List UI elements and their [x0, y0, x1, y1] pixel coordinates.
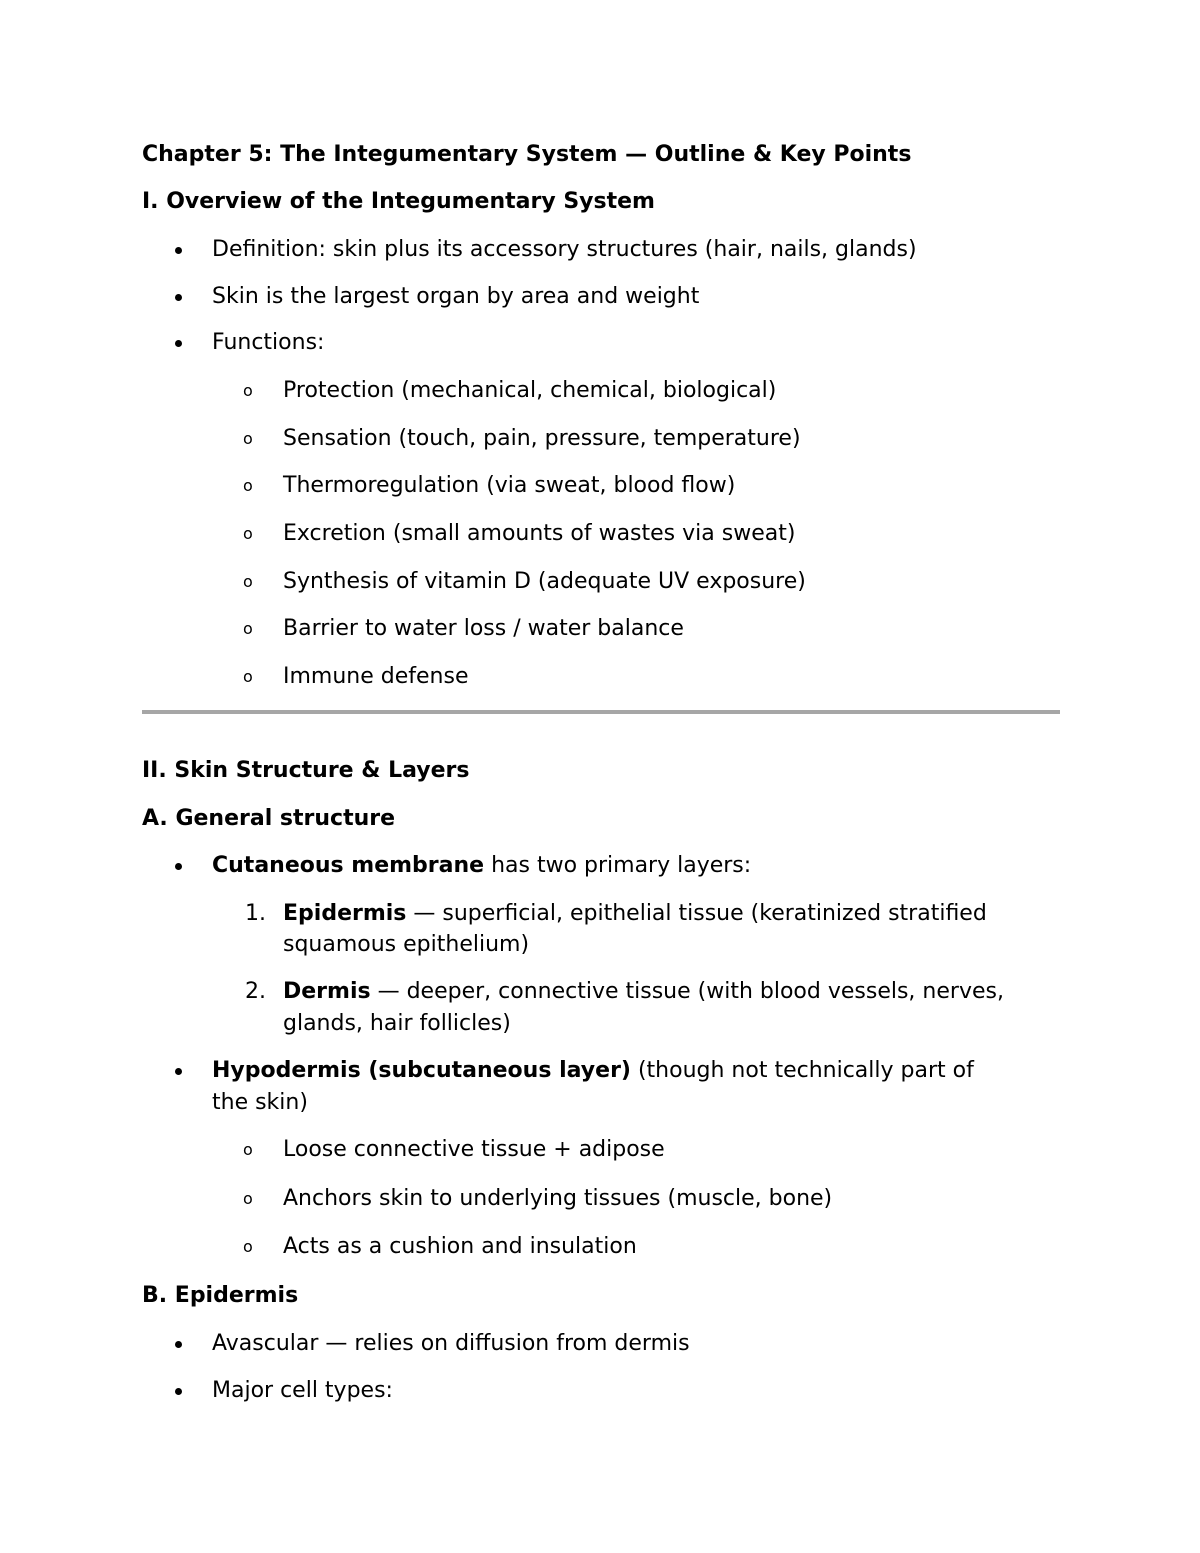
bullet-icon: [175, 1068, 182, 1075]
circle-bullet-icon: o: [243, 524, 253, 543]
numbered-item-continuation: squamous epithelium): [283, 932, 530, 957]
bullet-icon: [175, 863, 182, 870]
section-2-heading: II. Skin Structure & Layers: [142, 758, 470, 783]
list-item: Definition: skin plus its accessory structures (hair, nails, glands): [212, 234, 917, 266]
list-item: Major cell types:: [212, 1375, 393, 1407]
circle-bullet-icon: o: [243, 1237, 253, 1256]
numbered-item: 1. Epidermis — superficial, epithelial tissue (keratinized stratified: [245, 901, 987, 926]
list-item: Avascular — relies on diffusion from dermis: [212, 1328, 690, 1360]
document-title: Chapter 5: The Integumentary System — Outline & Key Points: [142, 142, 912, 167]
list-item: Cutaneous membrane has two primary layers:: [212, 850, 751, 882]
bullet-icon: [175, 247, 182, 254]
circle-bullet-icon: o: [243, 1189, 253, 1208]
circle-bullet-icon: o: [243, 429, 253, 448]
function-item: o Immune defense: [283, 661, 469, 693]
list-item-continuation: the skin): [212, 1090, 308, 1115]
bullet-icon: [175, 1341, 182, 1348]
hypodermis-item: o Loose connective tissue + adipose: [283, 1134, 665, 1166]
horizontal-divider: [142, 710, 1060, 714]
bullet-icon: [175, 1388, 182, 1395]
list-item: Skin is the largest organ by area and weight: [212, 281, 699, 313]
list-item: Functions:: [212, 327, 324, 359]
function-item: o Protection (mechanical, chemical, biological): [283, 375, 776, 407]
function-item: o Thermoregulation (via sweat, blood flow): [283, 470, 735, 502]
subsection-b-heading: B. Epidermis: [142, 1283, 299, 1308]
circle-bullet-icon: o: [243, 1140, 253, 1159]
circle-bullet-icon: o: [243, 381, 253, 400]
circle-bullet-icon: o: [243, 619, 253, 638]
bullet-icon: [175, 340, 182, 347]
circle-bullet-icon: o: [243, 572, 253, 591]
numbered-item: 2. Dermis — deeper, connective tissue (with blood vessels, nerves,: [245, 979, 1004, 1004]
function-item: o Sensation (touch, pain, pressure, temperature): [283, 423, 801, 455]
numbered-item-continuation: glands, hair follicles): [283, 1011, 511, 1036]
circle-bullet-icon: o: [243, 476, 253, 495]
list-item: Hypodermis (subcutaneous layer) (though not technically part of: [212, 1055, 974, 1087]
bullet-icon: [175, 294, 182, 301]
function-item: o Synthesis of vitamin D (adequate UV exposure): [283, 566, 806, 598]
subsection-a-heading: A. General structure: [142, 806, 396, 831]
section-1-heading: I. Overview of the Integumentary System: [142, 189, 655, 214]
hypodermis-item: o Anchors skin to underlying tissues (muscle, bone): [283, 1183, 832, 1215]
circle-bullet-icon: o: [243, 667, 253, 686]
function-item: o Excretion (small amounts of wastes via sweat): [283, 518, 795, 550]
hypodermis-item: o Acts as a cushion and insulation: [283, 1231, 637, 1263]
function-item: o Barrier to water loss / water balance: [283, 613, 684, 645]
